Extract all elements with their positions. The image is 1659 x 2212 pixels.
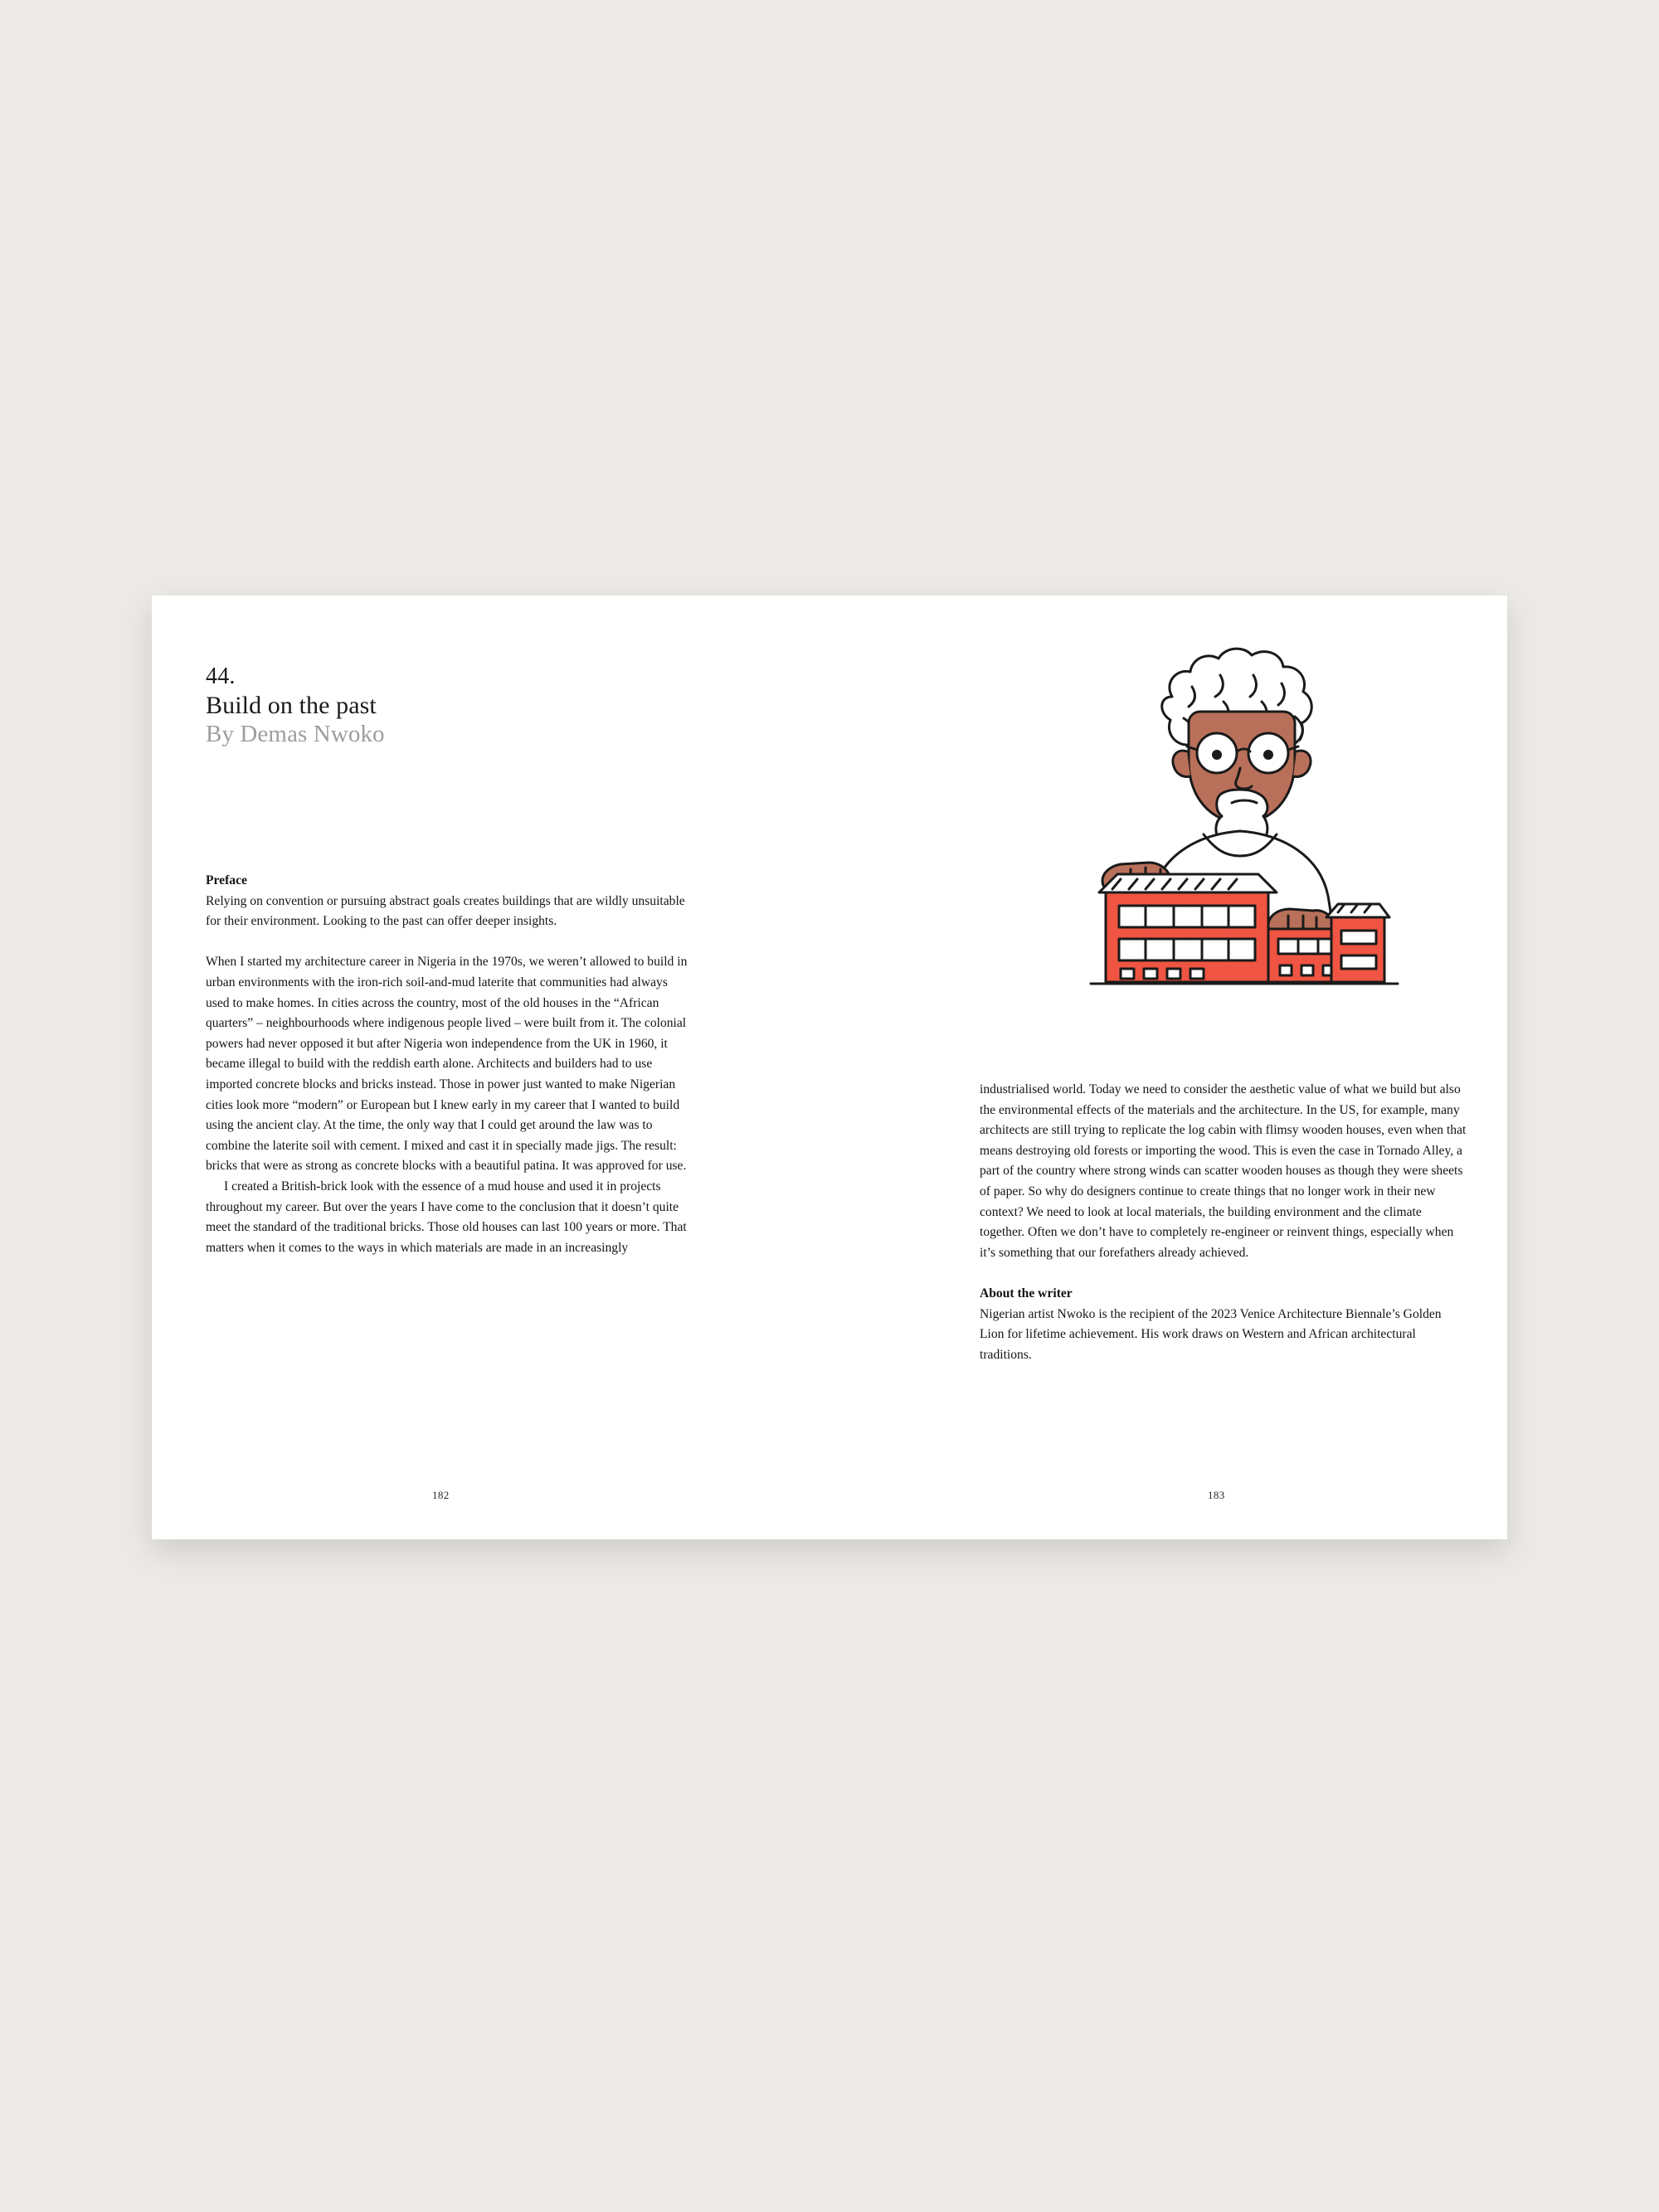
author-bio-paragraph: Nigerian artist Nwoko is the recipient of the 2023 Venice Architecture Biennale’s Golden Lion for lifetime achievement. His work draws on Western and African architectural traditions. [980, 1306, 1442, 1362]
folio-right: 183 [1208, 1489, 1225, 1501]
right-column-text [980, 1080, 1467, 1365]
article-number: 44. [206, 664, 236, 689]
building-model [1091, 874, 1398, 984]
preface-kicker: Preface [206, 873, 247, 887]
about-the-writer-subhead: About the writer [980, 1286, 1073, 1300]
preface-paragraph: Relying on convention or pursuing abstract goals creates buildings that are wildly unsuitable for their environment. Looking to the past can offer deeper insights. [206, 893, 685, 929]
left-column-text [206, 871, 693, 1258]
article-title: Build on the past [206, 692, 377, 719]
portrait-illustration [975, 647, 1472, 1037]
left-body-paragraph-2: I created a British-brick look with the essence of a mud house and used it in projects throughout my career. But over the years I have come to the conclusion that it doesn’t quite meet the standard of the traditional bricks. Those old houses can last 100 years or more. That matters when it comes to the ways in which materials are made in an increasingly [206, 1179, 687, 1255]
folio-left: 182 [432, 1489, 450, 1501]
left-body-paragraph-1: When I started my architecture career in Nigeria in the 1970s, we weren’t allowed to build in urban environments with the iron-rich soil-and-mud laterite that communities had always used to make homes. In cities across the country, most of the old houses in the “African quarters” – neighbourhoods where indigenous people lived – were built from it. The colonial powers had never opposed it but after Nigeria won independence from the UK in 1960, it became illegal to build with the reddish earth alone. Architects and builders had to use imported concrete blocks and bricks instead. Those in power just wanted to make Nigerian cities look more “modern” or European but I knew early in my career that I wanted to build using the ancient clay. At the time, the only way that I could get around the law was to combine the laterite soil with cement. I mixed and cast it in specially made jigs. The result: bricks that were as strong as concrete blocks with a beautiful patina. It was approved for use. [206, 955, 688, 1174]
right-body-paragraph-1: industrialised world. Today we need to consider the aesthetic value of what we build but also the environmental effects of the materials and the architecture. In the US, for example, many architects are still trying to replicate the log cabin with flimsy wooden houses, even when that means destroying old forests or importing the wood. This is even the case in Tornado Alley, a part of the country where strong winds can scatter wooden houses as though they were sheets of paper. So why do designers continue to create things that no longer work in their new context? We need to look at local materials, the building environment and the climate together. Often we don’t have to completely re-engineer or reinvent things, especially when it’s something that our forefathers already achieved. [980, 1082, 1467, 1260]
article-byline: By Demas Nwoko [206, 721, 385, 747]
